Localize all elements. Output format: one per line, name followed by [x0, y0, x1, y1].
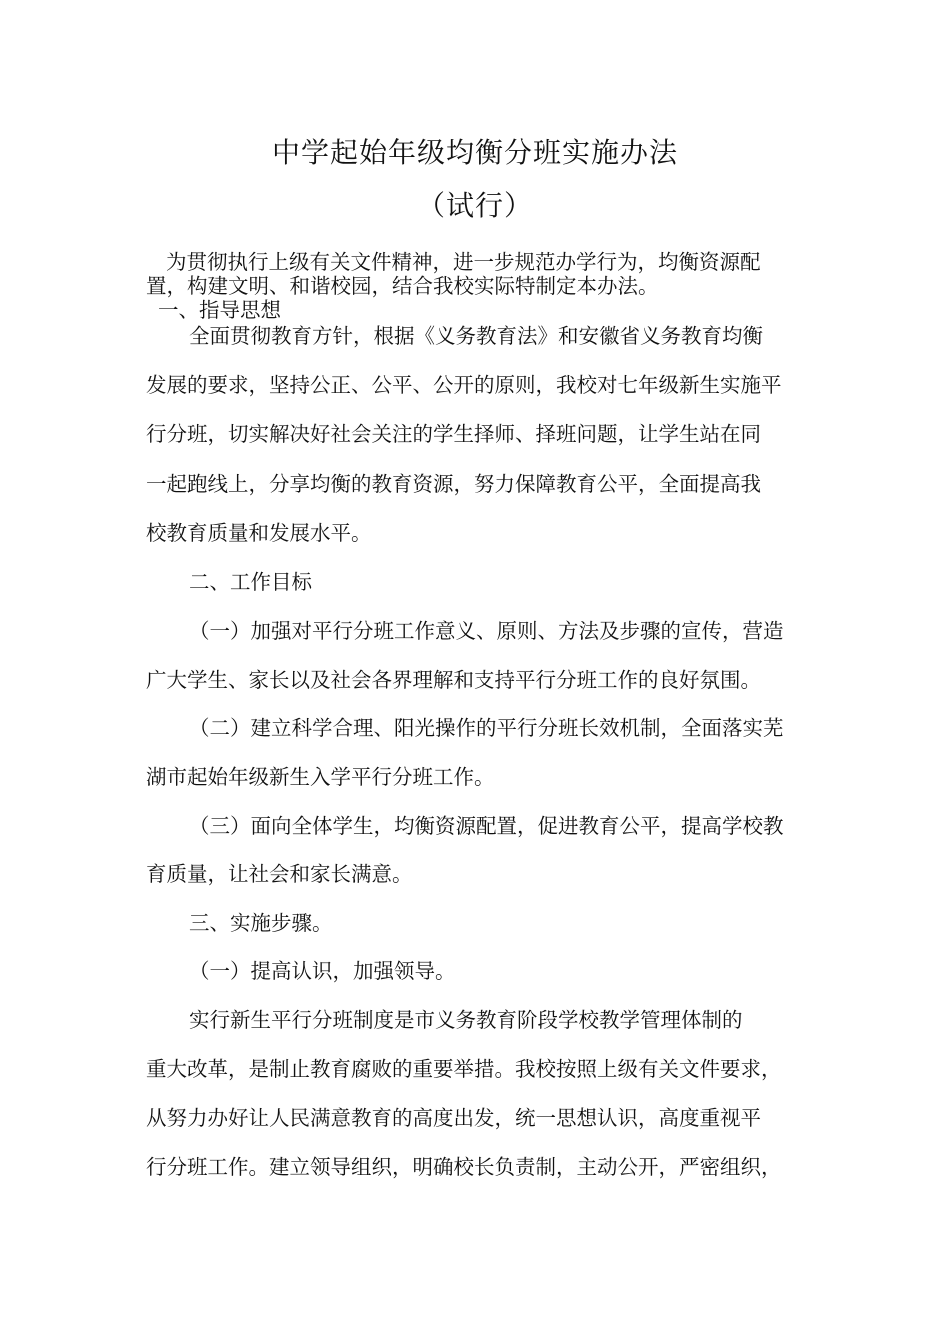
intro-line: 为贯彻执行上级有关文件精神，进一步规范办学行为，均衡资源配	[166, 250, 761, 274]
paragraph-line: 广大学生、家长以及社会各界理解和支持平行分班工作的良好氛围。	[146, 668, 761, 692]
paragraph-line: 重大改革，是制止教育腐败的重要举措。我校按照上级有关文件要求，	[146, 1057, 782, 1081]
section-heading: 二、工作目标	[189, 570, 312, 594]
paragraph-line: 全面贯彻教育方针，根据《义务教育法》和安徽省义务教育均衡	[189, 324, 763, 348]
document-title: 中学起始年级均衡分班实施办法	[271, 136, 678, 169]
subsection-heading: （一）提高认识，加强领导。	[189, 959, 456, 983]
document-subtitle: （试行）	[416, 189, 533, 222]
paragraph-line: 湖市起始年级新生入学平行分班工作。	[146, 765, 495, 789]
paragraph-line: （三）面向全体学生，均衡资源配置，促进教育公平，提高学校教	[189, 814, 784, 838]
paragraph-line: 校教育质量和发展水平。	[146, 521, 372, 545]
paragraph-line: 实行新生平行分班制度是市义务教育阶段学校教学管理体制的	[189, 1008, 743, 1032]
paragraph-line: （一）加强对平行分班工作意义、原则、方法及步骤的宣传，营造	[189, 619, 784, 643]
section-heading: 一、指导思想	[158, 298, 281, 322]
paragraph-line: 一起跑线上，分享均衡的教育资源，努力保障教育公平，全面提高我	[146, 472, 761, 496]
paragraph-line: （二）建立科学合理、阳光操作的平行分班长效机制，全面落实芜	[189, 716, 784, 740]
section-heading: 三、实施步骤。	[189, 911, 333, 935]
paragraph-line: 从努力办好让人民满意教育的高度出发，统一思想认识，高度重视平	[146, 1106, 761, 1130]
paragraph-line: 行分班，切实解决好社会关注的学生择师、择班问题，让学生站在同	[146, 422, 761, 446]
intro-line: 置，构建文明、和谐校园，结合我校实际特制定本办法。	[146, 274, 659, 298]
paragraph-line: 行分班工作。建立领导组织，明确校长负责制，主动公开，严密组织，	[146, 1155, 782, 1179]
paragraph-line: 发展的要求，坚持公正、公平、公开的原则，我校对七年级新生实施平	[146, 373, 782, 397]
paragraph-line: 育质量，让社会和家长满意。	[146, 862, 413, 886]
